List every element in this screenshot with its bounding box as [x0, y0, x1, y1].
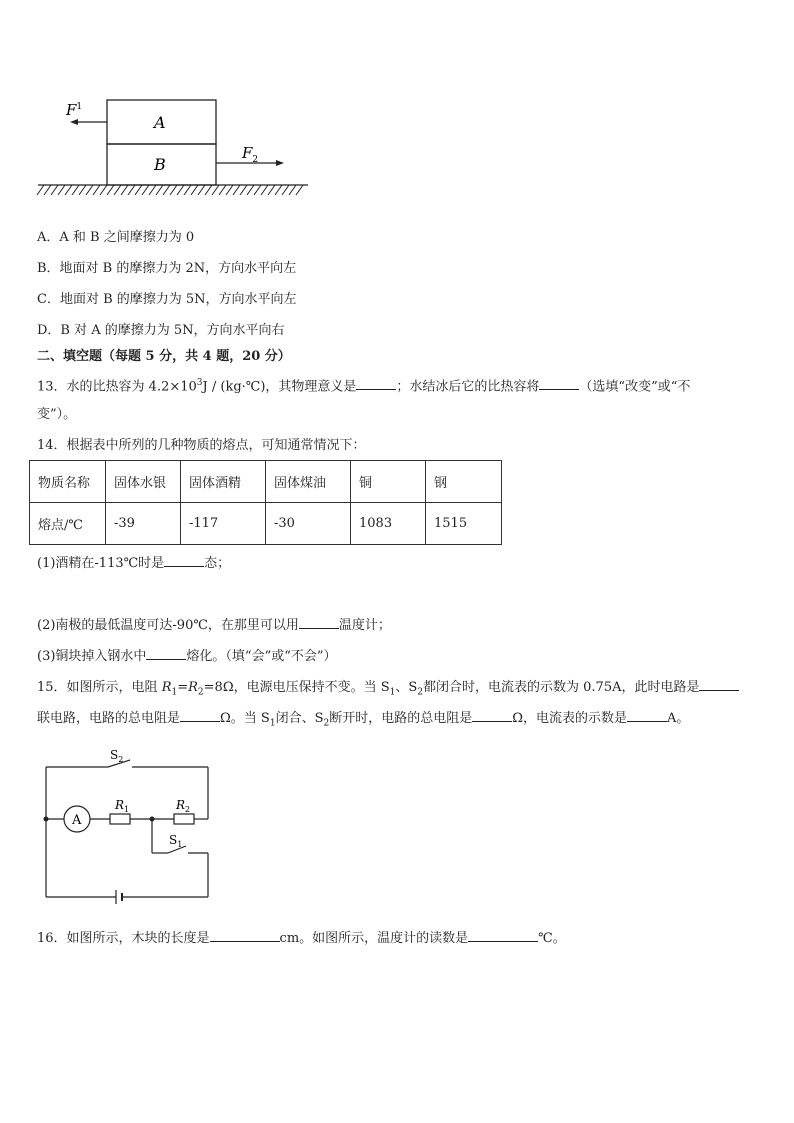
table-cell: -39 — [106, 503, 181, 545]
table-header-cell: 固体酒精 — [181, 461, 266, 503]
hatch-mark — [156, 185, 163, 195]
node-dot — [44, 817, 49, 822]
hatch-mark — [142, 185, 149, 195]
q14-blank-1[interactable] — [164, 554, 204, 567]
hatch-mark — [233, 185, 240, 195]
table-header-cell: 物质名称 — [30, 461, 106, 503]
node-dot — [150, 817, 155, 822]
hatch-mark — [44, 185, 51, 195]
option-b: B．地面对 B 的摩擦力为 2N，方向水平向左 — [37, 261, 297, 276]
hatch-mark — [212, 185, 219, 195]
table-header-cell: 钢 — [426, 461, 502, 503]
table-header-row — [30, 461, 502, 503]
ground-hatching — [37, 185, 303, 195]
hatch-mark — [177, 185, 184, 195]
q16-blank-2[interactable] — [468, 929, 538, 942]
hatch-mark — [37, 185, 44, 195]
q14-sub3: (3)铜块掉入钢水中 熔化。（填“会”或“不会”） — [37, 649, 337, 664]
option-c: C．地面对 B 的摩擦力为 5N，方向水平向左 — [37, 292, 297, 307]
hatch-mark — [240, 185, 247, 195]
block-b-label: B — [154, 155, 166, 174]
q13-line2: 变”）。 — [37, 407, 77, 422]
table-header-cell: 固体水银 — [106, 461, 181, 503]
q14-stem: 14．根据表中所列的几种物质的熔点，可知通常情况下： — [37, 438, 366, 453]
melting-point-table — [29, 460, 502, 545]
q13-line1: 13．水的比热容为 $4.2\times 10^3J$ / (kg·℃)，其物理意义是 ；水结冰后它的比热容将 （选填“改变”或“不 — [37, 378, 691, 395]
r2-label: $R_2$ — [176, 798, 191, 814]
hatch-mark — [72, 185, 79, 195]
f1-label: $F^1$ — [66, 101, 83, 119]
block-a-label: A — [154, 113, 166, 132]
table-row — [30, 503, 502, 545]
option-d: D．B 对 A 的摩擦力为 5N，方向水平向右 — [37, 323, 285, 338]
table-cell: -30 — [266, 503, 351, 545]
table-header-cell: 固体煤油 — [266, 461, 351, 503]
option-a: A．A 和 B 之间摩擦力为 0 — [37, 230, 195, 245]
hatch-mark — [205, 185, 212, 195]
hatch-mark — [79, 185, 86, 195]
q15-line2: 联电路，电路的总电阻是 Ω。当 $S_1$闭合、$S_2$断开时，电路的总电阻是 Ω，电流表的示数是 A。 — [37, 711, 690, 729]
hatch-mark — [121, 185, 128, 195]
s2-label: $S_2$ — [110, 748, 124, 764]
q15-blank-1[interactable] — [699, 678, 739, 691]
hatch-mark — [296, 185, 303, 195]
hatch-mark — [149, 185, 156, 195]
f2-label: $F_2$ — [242, 144, 259, 165]
force-f1-arrow — [70, 119, 107, 125]
hatch-mark — [184, 185, 191, 195]
hatch-mark — [114, 185, 121, 195]
table-cell: 1515 — [426, 503, 502, 545]
blocks-figure — [30, 90, 320, 200]
hatch-mark — [100, 185, 107, 195]
hatch-mark — [282, 185, 289, 195]
hatch-mark — [247, 185, 254, 195]
hatch-mark — [261, 185, 268, 195]
q13-blank-1[interactable] — [356, 377, 396, 390]
section-header: 二、填空题（每题 5 分，共 4 题，20 分） — [37, 349, 291, 364]
r1-label: $R_1$ — [115, 798, 130, 814]
hatch-mark — [219, 185, 226, 195]
s1-label: $S_1$ — [169, 833, 183, 849]
hatch-mark — [289, 185, 296, 195]
hatch-mark — [135, 185, 142, 195]
q14-blank-3[interactable] — [146, 647, 186, 660]
hatch-mark — [170, 185, 177, 195]
hatch-mark — [191, 185, 198, 195]
q16-blank-1[interactable] — [210, 929, 280, 942]
q15-line1: 15．如图所示，电阻 $R_1=R_2=8\Omega$，电源电压保持不变。当 $S_1$、$S_2$都闭合时，电流表的示数为 0.75A，此时电路是 — [37, 678, 739, 702]
hatch-mark — [93, 185, 100, 195]
q15-blank-4[interactable] — [627, 709, 667, 722]
q14-sub2: (2)南极的最低温度可达-90℃，在那里可以用 温度计； — [37, 618, 391, 633]
hatch-mark — [128, 185, 135, 195]
table-header-cell: 铜 — [351, 461, 426, 503]
hatch-mark — [107, 185, 114, 195]
table-cell: 1083 — [351, 503, 426, 545]
hatch-mark — [268, 185, 275, 195]
hatch-mark — [275, 185, 282, 195]
ammeter-label: A — [72, 813, 82, 828]
hatch-mark — [51, 185, 58, 195]
hatch-mark — [198, 185, 205, 195]
hatch-mark — [226, 185, 233, 195]
hatch-mark — [65, 185, 72, 195]
q15-blank-3[interactable] — [472, 709, 512, 722]
circuit-diagram — [38, 745, 218, 905]
q14-blank-2[interactable] — [299, 616, 339, 629]
q16-line: 16．如图所示，木块的长度是 cm。如图所示，温度计的读数是 ℃。 — [37, 931, 566, 946]
q13-blank-2[interactable] — [539, 377, 579, 390]
hatch-mark — [58, 185, 65, 195]
q15-blank-2[interactable] — [180, 709, 220, 722]
hatch-mark — [163, 185, 170, 195]
hatch-mark — [86, 185, 93, 195]
table-cell: 熔点/℃ — [30, 503, 106, 545]
table-cell: -117 — [181, 503, 266, 545]
hatch-mark — [254, 185, 261, 195]
q14-sub1: (1)酒精在-113℃时是 态； — [37, 556, 231, 571]
